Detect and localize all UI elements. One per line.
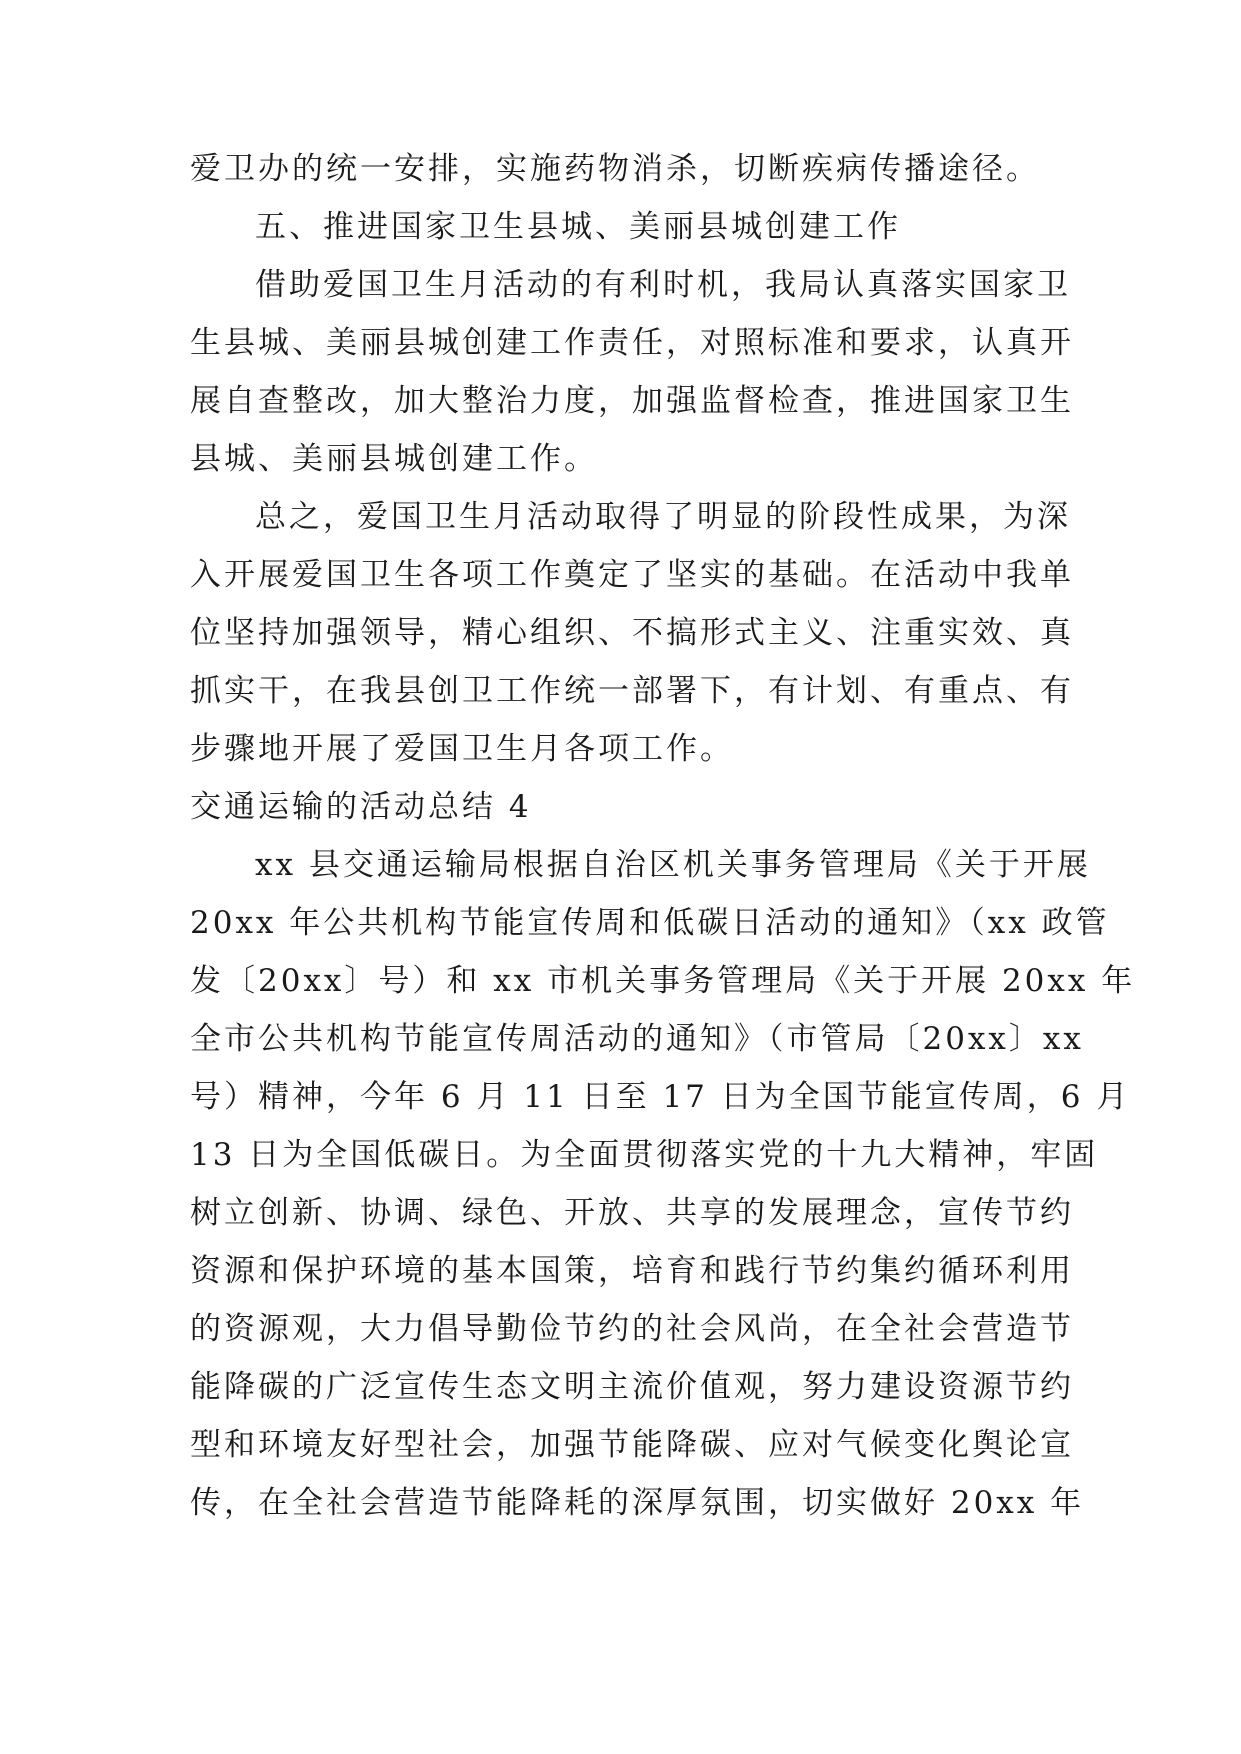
text-line: 生县城、美丽县城创建工作责任，对照标准和要求，认真开	[190, 325, 1074, 361]
text-line: 的资源观，大力倡导勤俭节约的社会风尚，在全社会营造节	[190, 1311, 1074, 1347]
text-line: 爱卫办的统一安排，实施药物消杀，切断疾病传播途径。	[190, 151, 1040, 187]
text-line: 20xx 年公共机构节能宣传周和低碳日活动的通知》（xx 政管	[190, 905, 1110, 941]
text-line: 位坚持加强领导，精心组织、不搞形式主义、注重实效、真	[190, 615, 1074, 651]
text-line: 全市公共机构节能宣传周活动的通知》（市管局〔20xx〕xx	[190, 1021, 1084, 1057]
text-line: 能降碳的广泛宣传生态文明主流价值观，努力建设资源节约	[190, 1369, 1074, 1405]
text-line: 入开展爱国卫生各项工作奠定了坚实的基础。在活动中我单	[190, 557, 1074, 593]
text-line: xx 县交通运输局根据自治区机关事务管理局《关于开展	[255, 847, 1091, 883]
text-line: 树立创新、协调、绿色、开放、共享的发展理念，宣传节约	[190, 1195, 1074, 1231]
text-line: 传，在全社会营造节能降耗的深厚氛围，切实做好 20xx 年	[190, 1485, 1085, 1521]
text-line: 借助爱国卫生月活动的有利时机，我局认真落实国家卫	[255, 267, 1071, 303]
text-line: 县城、美丽县城创建工作。	[190, 441, 598, 477]
text-line: 资源和保护环境的基本国策，培育和践行节约集约循环利用	[190, 1253, 1074, 1289]
section-heading: 五、推进国家卫生县城、美丽县城创建工作	[255, 209, 901, 245]
document-body	[190, 140, 1136, 1532]
article-title: 交通运输的活动总结 4	[190, 789, 532, 825]
text-line: 号）精神，今年 6 月 11 日至 17 日为全国节能宣传周，6 月	[190, 1079, 1131, 1115]
text-line: 抓实干，在我县创卫工作统一部署下，有计划、有重点、有	[190, 673, 1074, 709]
text-line: 步骤地开展了爱国卫生月各项工作。	[190, 731, 734, 767]
text-line: 展自查整改，加大整治力度，加强监督检查，推进国家卫生	[190, 383, 1074, 419]
text-line: 13 日为全国低碳日。为全面贯彻落实党的十九大精神，牢固	[190, 1137, 1099, 1173]
text-line: 发〔20xx〕号）和 xx 市机关事务管理局《关于开展 20xx 年	[190, 963, 1136, 999]
text-line: 型和环境友好型社会，加强节能降碳、应对气候变化舆论宣	[190, 1427, 1074, 1463]
text-line: 总之，爱国卫生月活动取得了明显的阶段性成果，为深	[255, 499, 1071, 535]
